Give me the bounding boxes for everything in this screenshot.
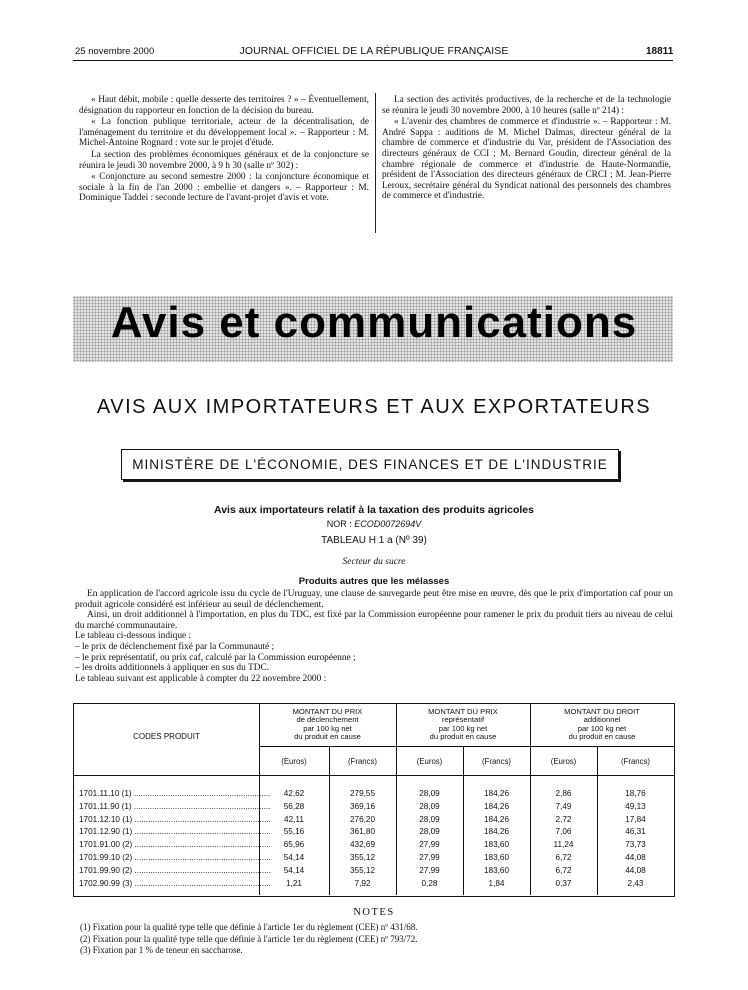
header-line: additionnel <box>583 715 621 725</box>
table-cell: 2,72 <box>555 814 572 824</box>
header-line: de déclenchement <box>296 715 359 725</box>
unit-label: (Francs) <box>347 757 378 766</box>
table-divider <box>259 746 674 747</box>
dot-leader: ............................................................ <box>132 827 272 837</box>
table-cell: 0,37 <box>555 878 572 888</box>
table-cell: 27,99 <box>419 865 440 875</box>
table-cell: 183,60 <box>483 840 510 850</box>
table-cell: 65,96 <box>283 840 305 850</box>
table-cell: 28,09 <box>419 814 440 824</box>
product-code: 1701.12.10 (1) ............................................................ <box>79 814 272 824</box>
table-cell: 355,12 <box>349 853 376 862</box>
table-cell: 432,69 <box>349 840 376 850</box>
table-cell: 183,60 <box>483 865 510 875</box>
header-line: par 100 kg net <box>577 723 627 733</box>
table-cell: 184,26 <box>483 789 510 798</box>
paragraph: La section des activités productives, de la recherche et de la technologie se réunira le jeudi 30 novembre 2000, à 10 heures (salle nº 214) : <box>382 95 671 116</box>
unit-label: (Euros) <box>416 757 443 766</box>
product-code: 1701.99.10 (2) ............................................................ <box>79 853 272 862</box>
table-cell: 7,06 <box>555 827 572 837</box>
dot-leader: ............................................................ <box>132 840 272 850</box>
paragraph: « L'avenir des chambres de commerce et d'industrie ». – Rapporteur : M. André Sappa : auditions de M. Michel Dalmas, directeur général de la chambre de commerce et d'industrie du Var, président de l'Association des directeurs généraux de CCI ; M. Bernard Goudin, directeur général de la chambre régionale de commerce et d'industrie de Haute-Normandie, président de l'Association des directeurs généraux de CRCI ; M. Jean-Pierre Leroux, secrétaire général du Syndicat national des personnels des chambres de commerce et d'industrie. <box>382 117 671 202</box>
unit-label: (Francs) <box>620 757 651 766</box>
paragraph: Le tableau ci-dessous indique : <box>75 631 192 642</box>
table-cell: 42,11 <box>284 814 304 824</box>
header-date: 25 novembre 2000 <box>75 46 155 57</box>
table-cell: 6,72 <box>555 853 572 862</box>
avis-title: Avis aux importateurs relatif à la taxation des produits agricoles <box>214 504 534 516</box>
table-cell: 184,26 <box>483 801 510 811</box>
avis-body <box>75 589 673 684</box>
paragraph: « Conjoncture au second semestre 2000 : la conjoncture économique et sociale à la fin de l'an 2000 : embellie et dangers ». – Rapporteur : M. Dominique Taddei : seconde lecture de l'avant-projet d'avis et vote. <box>79 172 369 204</box>
header-line: MONTANT DU PRIX <box>428 707 498 716</box>
note-item: (1) Fixation pour la qualité type telle que définie à l'article 1er du règlement (CEE) nº 431/68. <box>80 922 418 932</box>
table-cell: 28,09 <box>419 801 440 811</box>
table-cell: 1,84 <box>488 878 505 888</box>
codes-header: CODES PRODUIT <box>133 732 200 741</box>
table-divider <box>74 775 674 776</box>
table-cell: 17,84 <box>625 814 646 824</box>
nor-code: ECOD0072694V <box>354 519 422 529</box>
table-cell: 369,16 <box>349 801 376 811</box>
column-separator <box>375 93 376 233</box>
unit-label: (Francs) <box>481 757 512 766</box>
table-cell: 54,14 <box>283 865 305 875</box>
product-code: 1701.99.90 (2) ............................................................ <box>79 865 272 875</box>
left-column <box>79 95 369 205</box>
table-cell: 56,28 <box>283 801 305 811</box>
header-line: par 100 kg net <box>438 723 488 733</box>
notes-title: NOTES <box>353 907 395 918</box>
table-cell: 7,92 <box>354 878 371 888</box>
page-number: 18811 <box>646 46 674 57</box>
table-cell: 0,28 <box>421 878 438 888</box>
paragraph: Le tableau suivant est applicable à compter du 22 novembre 2000 : <box>75 673 327 684</box>
list-item: – les droits additionnels à appliquer en sus du TDC. <box>75 663 270 674</box>
table-cell: 183,60 <box>483 853 510 862</box>
table-cell: 279,55 <box>349 789 376 798</box>
table-cell: 28,09 <box>419 827 440 837</box>
paragraph: « Haut débit, mobile : quelle desserte des territoires ? » – Éventuellement, désignation du rapporteur en fonction de la décision du bureau. <box>79 95 369 116</box>
table-cell: 276,20 <box>349 814 376 824</box>
table-cell: 55,16 <box>283 827 305 837</box>
table-cell: 11,24 <box>553 840 574 850</box>
dot-leader: ............................................................ <box>131 801 271 811</box>
header-rule <box>73 60 673 61</box>
table-cell: 42,62 <box>283 789 305 798</box>
table-cell: 184,26 <box>483 827 510 837</box>
table-cell: 54,14 <box>283 853 305 862</box>
table-cell: 28,09 <box>419 789 440 798</box>
list-item: – le prix de déclenchement fixé par la Communauté ; <box>75 641 275 652</box>
paragraph: La section des problèmes économiques généraux et de la conjoncture se réunira le jeudi 30 novembre 2000, à 9 h 30 (salle nº 302) : <box>79 149 369 171</box>
table-cell: 27,99 <box>419 853 440 862</box>
note-item: (3) Fixation par 1 % de teneur en saccharose. <box>80 945 243 956</box>
header-line: MONTANT DU DROIT <box>564 707 640 716</box>
table-cell: 44,08 <box>625 853 646 862</box>
list-item: – le prix représentatif, ou prix caf, calculé par la Commission européenne ; <box>75 652 356 663</box>
header-line: du produit en cause <box>568 732 636 742</box>
dot-leader: ............................................................ <box>132 865 272 875</box>
header-line: par 100 kg net <box>303 723 352 733</box>
table-cell: 2,86 <box>555 789 572 798</box>
header-line: du produit en cause <box>429 732 497 742</box>
dot-leader: ............................................................ <box>132 814 272 824</box>
product-code: 1702.90.99 (3) ............................................................ <box>79 878 272 888</box>
notes-list <box>80 922 670 957</box>
unit-label: (Euros) <box>550 757 577 766</box>
product-code: 1701.11.90 (1) ............................................................ <box>79 801 271 811</box>
table-cell: 1,21 <box>286 878 302 888</box>
dot-leader: ............................................................ <box>132 878 272 888</box>
group-header <box>530 708 674 742</box>
dot-leader: ............................................................ <box>131 789 271 798</box>
table-cell: 18,76 <box>625 789 646 798</box>
table-cell: 6,72 <box>555 865 572 875</box>
table-cell: 27,99 <box>419 840 440 850</box>
table-cell: 2,43 <box>627 878 644 888</box>
table-cell: 44,08 <box>625 865 646 875</box>
table-cell: 361,80 <box>349 827 376 837</box>
product-code: 1701.11.10 (1) ............................................................ <box>79 789 271 798</box>
nor-label: NOR : <box>326 519 352 529</box>
paragraph: « La fonction publique territoriale, acteur de la décentralisation, de l'aménagement du territoire et du développement local ». – Rapporteur : M. Michel-Antoine Rognard : vote sur le projet d'étude. <box>79 117 369 149</box>
table-cell: 7,49 <box>555 801 572 811</box>
produits-label: Produits autres que les mélasses <box>298 576 450 587</box>
table-cell: 73,73 <box>625 840 646 850</box>
dot-leader: ............................................................ <box>132 853 272 862</box>
table-cell: 46,31 <box>625 827 646 837</box>
paragraph: En application de l'accord agricole issu du cycle de l'Uruguay, une clause de sauvegarde peut être mise en œuvre, dès que le prix d'importation caf pour un produit agricole considéré est inférieur au seuil de déclenchement. <box>75 589 673 610</box>
group-header <box>259 708 396 742</box>
unit-label: (Euros) <box>281 757 307 766</box>
banner-title: Avis et communications <box>110 298 638 347</box>
note-item: (2) Fixation pour la qualité type telle que définie à l'article 1er du règlement (CEE) nº 793/72. <box>80 933 418 944</box>
tariff-table <box>73 703 675 897</box>
product-code: 1701.12.90 (1) ............................................................ <box>79 827 272 837</box>
table-cell: 184,26 <box>483 814 510 824</box>
header-line: représentatif <box>441 715 485 725</box>
ministry-title: MINISTÈRE DE L'ÉCONOMIE, DES FINANCES ET DE L'INDUSTRIE <box>132 457 608 472</box>
table-cell: 49,13 <box>625 801 646 811</box>
table-cell: 355,12 <box>349 865 376 875</box>
paragraph: Ainsi, un droit additionnel à l'importation, en plus du TDC, est fixé par la Commission européenne pour ramener le prix du produit tiers au niveau de celui du marché communautaire. <box>75 610 673 631</box>
secteur-label: Secteur du sucre <box>342 557 406 567</box>
product-code: 1701.91.00 (2) ............................................................ <box>79 840 272 850</box>
journal-title: JOURNAL OFFICIEL DE LA RÉPUBLIQUE FRANÇAISE <box>239 45 509 57</box>
group-header <box>396 708 530 742</box>
header-line: du produit en cause <box>294 732 361 742</box>
right-column <box>382 95 671 203</box>
nor-line <box>0 519 748 529</box>
section-title: AVIS AUX IMPORTATEURS ET AUX EXPORTATEURS <box>96 396 652 418</box>
tableau-title: TABLEAU H 1 a (Nº 39) <box>321 535 427 546</box>
header-line: MONTANT DU PRIX <box>292 707 363 716</box>
